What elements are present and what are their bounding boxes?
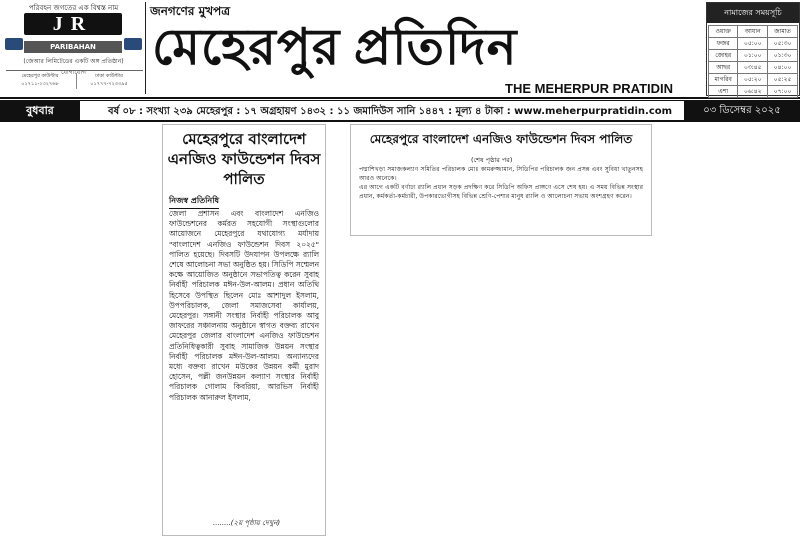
article-byline: নিজস্ব প্রতিনিধি <box>169 195 219 209</box>
table-row: মাগরিব ০৫:২০ ০৫:২৫ <box>709 74 798 86</box>
article-body: জেলা প্রশাসন এবং বাংলাদেশ এনজিও ফাউন্ডেশনের কর্মরত সহযোগী সংস্থাগুলোর আয়োজনে মেহেরপুরে যথাযোগ্য মর্যাদায় "বাংলাদেশ এনজিও ফাউন্ডেশন দিবস ২০২৫" পালিত হয়েছে। দিবসটি উদযাপন উপলক্ষে র‍্যালি শেষে আলোচনা সভা অনুষ্ঠিত হয়। সিডিপি সম্মেলন কক্ষে আয়োজিত অনুষ্ঠানে সভাপতিত্ব করেন সুবাহ নির্বাহী পরিচালক মঈন-উল-আলম। প্রধান অতিথি হিসেবে উপস্থিত ছিলেন মোঃ আশাদুল ইসলাম, উপপরিচালক, জেলা সমাজসেবা কার্যালয়, মেহেরপুর। সঙ্গানী সংস্থার নির্বাহী পরিচালক আবু জাফরের সঞ্চালনায় অনুষ্ঠানে স্বাগত বক্তব্য রাখেন মেহেরপুর জেলার বাংলাদেশ এনজিও ফাউন্ডেশন প্রতিনিধিত্বকারী সুবাহ সামাজিক উন্নয়ন সংস্থার নির্বাহী পরিচালক মঈন-উল-আলম। অন্যান্যদের মধ্যে বক্তব্য রাখেন মউকের উন্নয়ন কর্মী মুরাদ হোসেন, পল্লী জনউন্নয়ন কল্যাণ সংস্থার নির্বাহী পরিচালক গোলাম কিবরিয়া, আরভিস নির্বাহী পরিচালক আনারুল ইসলাম, <box>169 209 319 402</box>
bus-icon <box>124 38 142 50</box>
counter-meherpur: মেহেরপুর কাউন্টার <box>21 73 59 79</box>
prayer-times-table <box>708 25 798 98</box>
advertisement-jr-paribahan <box>2 2 146 94</box>
table-row: জোহর ০১:০০ ০১:৩০ <box>709 50 798 62</box>
table-row: ওয়াক্ত আযান জামাত <box>709 26 798 38</box>
continued-from-last-page: (শেষ পৃষ্ঠার পর) <box>471 156 513 164</box>
article-clipping-front <box>162 124 326 536</box>
jr-logo: JR <box>24 13 122 35</box>
masthead <box>0 0 800 99</box>
newspaper-title[interactable]: মেহেরপুর প্রতিদিন <box>152 19 518 75</box>
prayer-times-heading: নামাজের সময়সূচি <box>707 3 799 23</box>
counter-dhaka: ঢাকা কাউন্টার <box>95 73 123 79</box>
article-body-continued: পদ্মাশিখড়া সমাজকল্যাণ সমিতির পরিচালক মোঃ কামরুজ্জামান, সিডিপির পরিচালক জন প্রসন্ন এবং সুবিধা খাতুনসহ আরও অনেকে। এর আগে একটি বর্ণাঢ্য র‍্যালি প্রধান সড়ক প্রদক্ষিণ করে সিডিপি অফিস প্রাঙ্গণে এসে শেষ হয়। এ সময় বিভিন্ন সংস্থার প্রধান, কর্মকর্তা-কর্মচারী, উপকারভোগীসহ বিভিন্ন শ্রেণি-পেশার মানুষ র‍্যালি ও আলোচনা সভায় অংশগ্রহণ করেন। <box>359 166 643 200</box>
table-row: ফজর ০৫:০০ ০৫:৩০ <box>709 38 798 50</box>
ad-counters <box>6 70 143 93</box>
newspaper-title-english: THE MEHERPUR PRATIDIN <box>505 81 674 96</box>
issue-info-bar <box>0 100 800 122</box>
ad-brand: PARIBAHAN <box>24 41 122 53</box>
ad-subtitle: (জেআর লিমিটেডের একটি অঙ্গ প্রতিষ্ঠান) যোগাযোগ <box>23 58 124 76</box>
bus-icon <box>5 38 23 50</box>
issue-date: ০৩ ডিসেম্বর ২০২৫ <box>684 101 800 120</box>
table-row: এশা ০৬:৪২ ০৭:০০ <box>709 86 798 98</box>
counter-meherpur-number: ০১৭১১-২৩২৭৬৮ <box>21 81 59 87</box>
article-clipping-continued <box>350 124 652 236</box>
article-headline[interactable]: মেহেরপুরে বাংলাদেশ এনজিও ফাউন্ডেশন দিবস পালিত <box>167 130 321 188</box>
weekday: বুধবার <box>0 101 80 120</box>
table-row: আছর ০৩:৪৫ ০৪:০০ <box>709 62 798 74</box>
newspaper-tagline: জনগণের মুখপত্র <box>150 4 231 18</box>
continued-on-page-2: ........(২য় পৃষ্ঠায় দেখুন) <box>213 519 281 527</box>
issue-details: বর্ষ ০৮ : সংখ্যা ২৩৯ মেহেরপুর : ১৭ অগ্রহায়ণ ১৪৩২ : ১১ জমাদিউস সানি ১৪৪৭ : মূল্য ৪ টাকা : www.meherpurpratidin.com <box>108 106 673 117</box>
counter-dhaka-number: ০১৭৭৭-৭২৩৩৯৫ <box>90 81 128 87</box>
prayer-times-box <box>706 2 800 96</box>
ad-tagline: পরিবহন জগতের এক বিশ্বস্ত নাম <box>28 4 119 12</box>
article-headline-continued[interactable]: মেহেরপুরে বাংলাদেশ এনজিও ফাউন্ডেশন দিবস পালিত <box>369 132 633 146</box>
